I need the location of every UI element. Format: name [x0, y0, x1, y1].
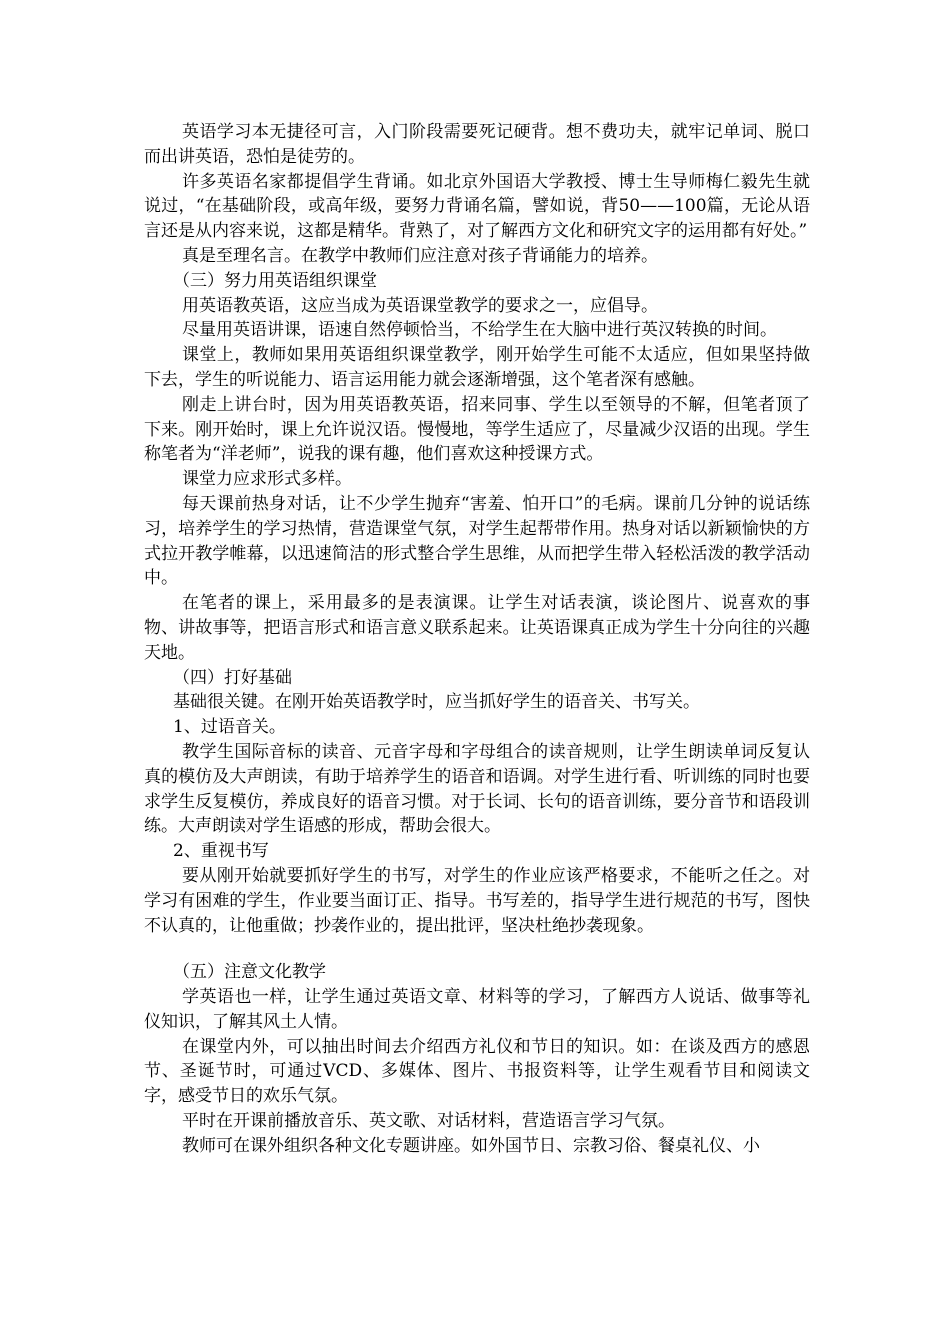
paragraph: 教师可在课外组织各种文化专题讲座。如外国节日、宗教习俗、餐桌礼仪、小: [182, 1135, 760, 1156]
paragraph: 学英语也一样，让学生通过英语文章、材料等的学习，了解西方人说话、做事等礼仪知识，了解其风土人情。: [144, 987, 810, 1032]
paragraph: （五）注意文化教学: [173, 962, 326, 983]
paragraph: 课堂力应求形式多样。: [182, 469, 352, 490]
paragraph: 在课堂内外，可以抽出时间去介绍西方礼仪和节日的知识。如：在谈及西方的感恩节、圣诞节时，可通过VCD、多媒体、图片、书报资料等，让学生观看节目和阅读文字，感受节日的欢乐气氛。: [144, 1036, 810, 1107]
paragraph: 每天课前热身对话，让不少学生抛弃“害羞、怕开口”的毛病。课前几分钟的说话练习，培养学生的学习热情，营造课堂气氛，对学生起帮带作用。热身对话以新颖愉快的方式拉开教学帷幕，以迅速简洁的形式整合学生思维，从而把学生带入轻松活泼的教学活动中。: [144, 493, 810, 589]
paragraph: （三）努力用英语组织课堂: [173, 270, 377, 291]
paragraph: 课堂上，教师如果用英语组织课堂教学，刚开始学生可能不太适应，但如果坚持做下去，学生的听说能力、语言运用能力就会逐渐增强，这个笔者深有感触。: [144, 345, 810, 390]
paragraph: 用英语教英语，这应当成为英语课堂教学的要求之一，应倡导。: [182, 295, 658, 316]
paragraph: 平时在开课前播放音乐、英文歌、对话材料，营造语言学习气氛。: [182, 1111, 675, 1132]
paragraph: 尽量用英语讲课，语速自然停顿恰当，不给学生在大脑中进行英汉转换的时间。: [182, 320, 777, 341]
paragraph: 真是至理名言。在教学中教师们应注意对孩子背诵能力的培养。: [182, 245, 658, 266]
paragraph: 1、过语音关。: [173, 717, 286, 738]
paragraph: 教学生国际音标的读音、元音字母和字母组合的读音规则，让学生朗读单词反复认真的模仿及大声朗读，有助于培养学生的语音和语调。对学生进行看、听训练的同时也要求学生反复模仿，养成良好的语音习惯。对于长词、长句的语音训练，要分音节和语段训练。大声朗读对学生语感的形成，帮助会很大。: [144, 741, 810, 837]
paragraph: （四）打好基础: [173, 667, 292, 688]
paragraph: 刚走上讲台时，因为用英语教英语，招来同事、学生以至领导的不解，但笔者顶了下来。刚开始时，课上允许说汉语。慢慢地，等学生适应了，尽量减少汉语的出现。学生称笔者为“洋老师”，说我的课有趣，他们喜欢这种授课方式。: [144, 394, 810, 465]
paragraph: 在笔者的课上，采用最多的是表演课。让学生对话表演，谈论图片、说喜欢的事物、讲故事等，把语言形式和语言意义联系起来。让英语课真正成为学生十分向往的兴趣天地。: [144, 593, 810, 663]
paragraph: 2、重视书写: [173, 841, 269, 862]
paragraph: 英语学习本无捷径可言，入门阶段需要死记硬背。想不费功夫，就牢记单词、脱口而出讲英语，恐怕是徒劳的。: [144, 122, 810, 167]
document-body: [144, 120, 810, 1159]
paragraph: 基础很关键。在刚开始英语教学时，应当抓好学生的语音关、书写关。: [173, 692, 700, 713]
paragraph: 要从刚开始就要抓好学生的书写，对学生的作业应该严格要求，不能听之任之。对学习有困难的学生，作业要当面订正、指导。书写差的，指导学生进行规范的书写，图快不认真的，让他重做；抄袭作业的，提出批评，坚决杜绝抄袭现象。: [144, 865, 810, 936]
paragraph: 许多英语名家都提倡学生背诵。如北京外国语大学教授、博士生导师梅仁毅先生就说过，“在基础阶段，或高年级，要努力背诵名篇，譬如说，背50——100篇，无论从语言还是从内容来说，这都是精华。背熟了，对了解西方文化和研究文字的运用都有好处。”: [144, 171, 810, 242]
paragraph-spacer: [144, 938, 810, 960]
